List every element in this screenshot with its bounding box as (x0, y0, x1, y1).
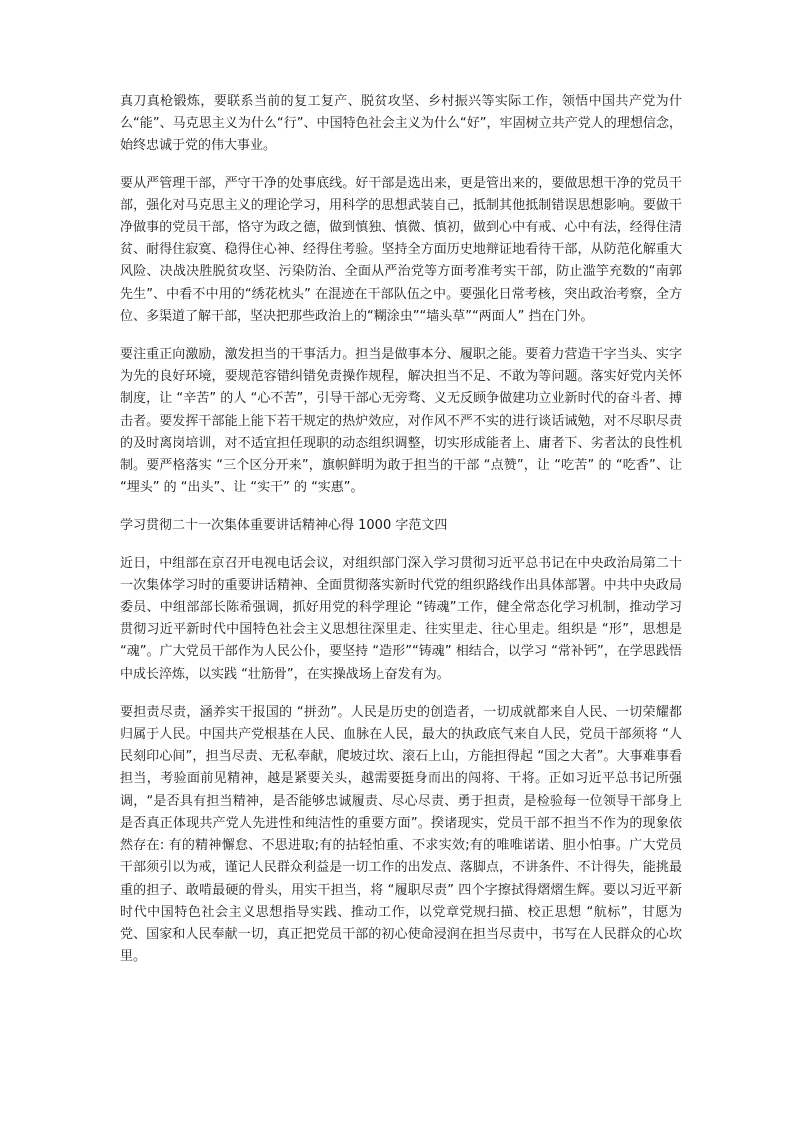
paragraph-4: 近日，中组部在京召开电视电话会议，对组织部门深入学习贯彻习近平总书记在中央政治局第二十一次集体学习时的重要讲话精神、全面贯彻落实新时代党的组织路线作出具体部署。中共中央政局委员、中组部部长陈希强调，抓好用党的科学理论 “铸魂”工作，健全常态化学习机制，推动学习贯彻习近平新时代中国特色社会主义思想往深里走、往实里走、往心里走。组织是 “形”，思想是 “魂”。广大党员干部作为人民公仆，要坚持 “造形”“铸魂” 相结合，以学习 “常补钙”，在学思践悟中成长淬炼，以实践 “壮筋骨”，在实操战场上奋发有为。 (120, 555, 682, 682)
paragraph-1: 真刀真枪锻炼，要联系当前的复工复产、脱贫攻坚、乡村振兴等实际工作，领悟中国共产党为什么“能”、马克思主义为什么“行”、中国特色社会主义为什么“好”，牢固树立共产党人的理想信念，始终忠诚于党的伟大事业。 (120, 94, 682, 154)
paragraph-2: 要从严管理干部，严守干净的处事底线。好干部是选出来，更是管出来的，要做思想干净的党员干部，强化对马克思主义的理论学习，用科学的思想武装自己，抵制其他抵制错误思想影响。要做干净做事的党员干部，恪守为政之德，做到慎独、慎微、慎初，做到心中有戒、心中有法，经得住清贫、耐得住寂寞、稳得住心神、经得住考验。坚持全方面历史地辩证地看待干部，从防范化解重大风险、决战决胜脱贫攻坚、污染防治、全面从严治党等方面考准考实干部，防止滥竽充数的“南郭先生”、中看不中用的“绣花枕头” 在混迹在干部队伍之中。要强化日常考核，突出政治考察，全方位、多渠道了解干部，坚决把那些政治上的“糊涂虫”“墙头草”“两面人” 挡在门外。 (120, 175, 682, 324)
paragraph-3: 要注重正向激励，激发担当的干事活力。担当是做事本分、履职之能。要着力营造干字当头、实字为先的良好环境，要规范容错纠错免责操作规程，解决担当不足、不敢为等问题。落实好党内关怀制度，让 “辛苦” 的人 “心不苦”，引导干部心无旁骛、义无反顾争做建功立业新时代的奋斗者、搏击者。要发挥干部能上能下若干规定的热炉效应，对作风不严不实的进行谈话诫勉，对不尽职尽责的及时离岗培训，对不适宜担任现职的动态组织调整，切实形成能者上、庸者下、劣者汰的良性机制。要严格落实 “三个区分开来”，旗帜鲜明为敢于担当的干部 “点赞”，让 “吃苦” 的 “吃香”、让 “埋头” 的 “出头”、让 “实干” 的 “实惠”。 (120, 347, 682, 496)
section-heading: 学习贯彻二十一次集体重要讲话精神心得 1000 字范文四 (120, 518, 448, 534)
paragraph-5: 要担责尽责，涵养实干报国的 “拼劲”。人民是历史的创造者，一切成就都来自人民、一切荣耀都归属于人民。中国共产党根基在人民、血脉在人民，最大的执政底气来自人民，党员干部须将 “人民刻印心间”，担当尽责、无私奉献，爬坡过坎、滚石上山，方能担得起 “国之大者”。大事难事看担当，考验面前见精神，越是紧要关头，越需要挺身而出的闯将、干将。正如习近平总书记所强调，“是否具有担当精神，是否能够忠诚履责、尽心尽责、勇于担责，是检验每一位领导干部身上是否真正体现共产党人先进性和纯洁性的重要方面”。揆诸现实，党员干部不担当不作为的现象依然存在: 有的精神懈怠、不思进取;有的拈轻怕重、不求实效;有的唯唯诺诺、胆小怕事。广大党员干部须引以为戒，谨记人民群众利益是一切工作的出发点、落脚点，不讲条件、不计得失，能挑最重的担子、敢啃最硬的骨头，用实干担当，将 “履职尽责” 四个字擦拭得熠熠生辉。要以习近平新时代中国特色社会主义思想指导实践、推动工作，以党章党规扫描、校正思想 “航标”，甘愿为党、国家和人民奉献一切，真正把党员干部的初心使命浸润在担当尽责中，书写在人民群众的心坎里。 (120, 704, 682, 965)
